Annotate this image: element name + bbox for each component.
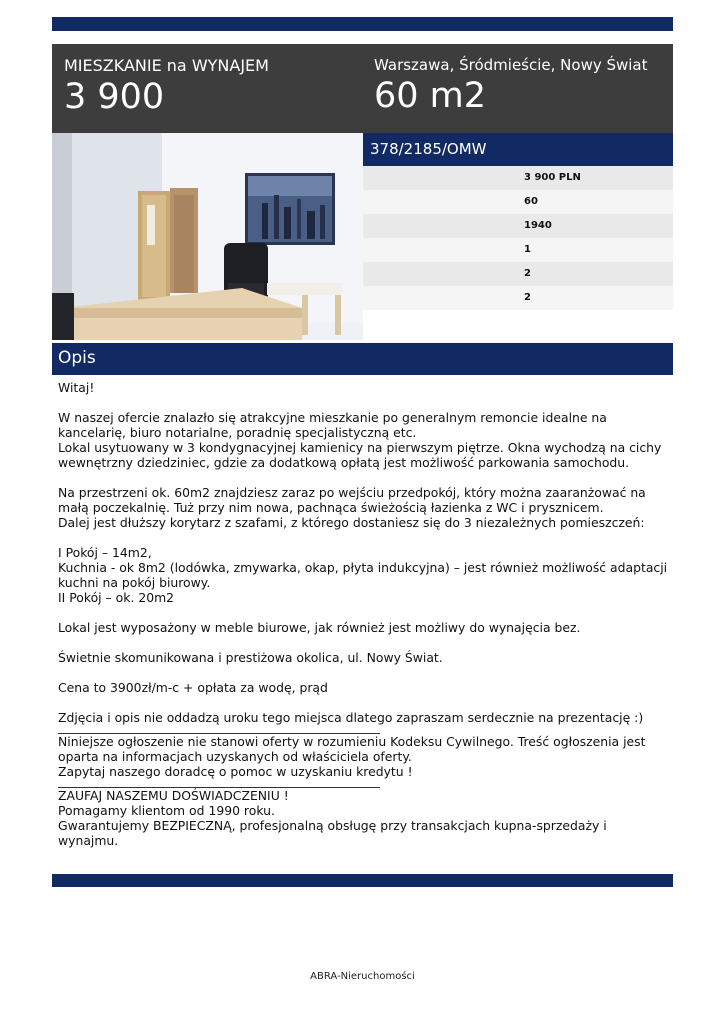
description-body — [58, 380, 670, 848]
desc-line: kancelarię, biuro notarialne, poradnię specjalistyczną etc. — [58, 425, 417, 440]
closing-line: Gwarantujemy BEZPIECZNĄ, profesjonalną obsługę przy transakcjach kupna-sprzedaży i wynajmu. — [58, 818, 611, 848]
bottom-accent-bar — [52, 874, 673, 887]
desc-line: Dalej jest dłuższy korytarz z szafami, z którego dostaniesz się do 3 niezależnych pomieszczeń: — [58, 515, 645, 530]
spec-value: 60 — [524, 196, 538, 207]
desc-line — [58, 470, 670, 485]
description-header — [52, 343, 673, 375]
listing-location: Warszawa, Śródmieście, Nowy Świat — [374, 56, 648, 74]
desc-line — [58, 605, 670, 620]
desc-line: Lokal usytuowany w 3 kondygnacyjnej kamienicy na pierwszym piętrze. Okna wychodzą na cichy — [58, 440, 662, 455]
desc-line: Lokal jest wyposażony w meble biurowe, jak również jest możliwy do wynajęcia bez. — [58, 620, 581, 635]
header-right — [374, 55, 648, 116]
apartment-photo — [52, 133, 363, 340]
desc-line — [58, 530, 670, 545]
desc-line: I Pokój – 14m2, — [58, 545, 152, 560]
spec-value: 1 — [524, 244, 531, 255]
top-accent-bar — [52, 17, 673, 31]
spec-value: 3 900 PLN — [524, 172, 581, 183]
closing-line: ZAUFAJ NASZEMU DOŚWIADCZENIU ! — [58, 788, 289, 803]
desc-line: Zdjęcia i opis nie oddadzą uroku tego miejsca dlatego zapraszam serdecznie na prezentację :) — [58, 710, 644, 725]
desc-line — [58, 395, 670, 410]
desc-line: małą poczekalnię. Tuż przy nim nowa, pachnąca świeżością łazienka z WC i prysznicem. — [58, 500, 604, 515]
listing-price: 3 900 — [64, 77, 165, 117]
desc-line: Świetnie skomunikowana i prestiżowa okolica, ul. Nowy Świat. — [58, 650, 443, 665]
spec-row-year — [363, 214, 673, 238]
desc-line: Cena to 3900zł/m-c + opłata za wodę, prąd — [58, 680, 328, 695]
spec-row-floors — [363, 286, 673, 310]
desc-line — [58, 695, 670, 710]
header-left — [64, 56, 269, 117]
disclaimer-line: Zapytaj naszego doradcę o pomoc w uzyskaniu kredytu ! — [58, 764, 413, 779]
disclaimer-line: oparta na informacjach uzyskanych od właściciela oferty. — [58, 749, 412, 764]
spec-value: 1940 — [524, 220, 552, 231]
desc-line: kuchni na pokój biurowy. — [58, 575, 211, 590]
spec-row-floor — [363, 238, 673, 262]
spec-value: 2 — [524, 268, 531, 279]
spec-row-area — [363, 190, 673, 214]
spec-row-rooms — [363, 262, 673, 286]
desc-line — [58, 635, 670, 650]
offer-id: 378/2185/OMW — [370, 140, 487, 158]
desc-line: wewnętrzny dziedziniec, gdzie za dodatkową opłatą jest możliwość parkowania samochodu. — [58, 455, 630, 470]
desc-line: Na przestrzeni ok. 60m2 znajdziesz zaraz po wejściu przedpokój, który można zaaranżować na — [58, 485, 646, 500]
spec-table — [363, 166, 673, 310]
desc-line: W naszej ofercie znalazło się atrakcyjne mieszkanie po generalnym remoncie idealne na — [58, 410, 607, 425]
spec-row-price — [363, 166, 673, 190]
spec-value: 2 — [524, 292, 531, 303]
footer-company: ABRA-Nieruchomości — [310, 971, 415, 982]
desc-line: Kuchnia - ok 8m2 (lodówka, zmywarka, okap, płyta indukcyjna) – jest również możliwość adaptacji — [58, 560, 668, 575]
disclaimer-line: Niniejsze ogłoszenie nie stanowi oferty w rozumieniu Kodeksu Cywilnego. Treść ogłoszenia jest — [58, 734, 646, 749]
listing-area: 60 m2 — [374, 76, 487, 116]
listing-header — [52, 44, 673, 133]
desc-line — [58, 665, 670, 680]
listing-type: MIESZKANIE na WYNAJEM — [64, 56, 269, 75]
offer-id-bar — [363, 133, 673, 166]
desc-line: Witaj! — [58, 380, 95, 395]
section-title: Opis — [58, 348, 96, 368]
closing-line: Pomagamy klientom od 1990 roku. — [58, 803, 275, 818]
desc-line: II Pokój – ok. 20m2 — [58, 590, 175, 605]
